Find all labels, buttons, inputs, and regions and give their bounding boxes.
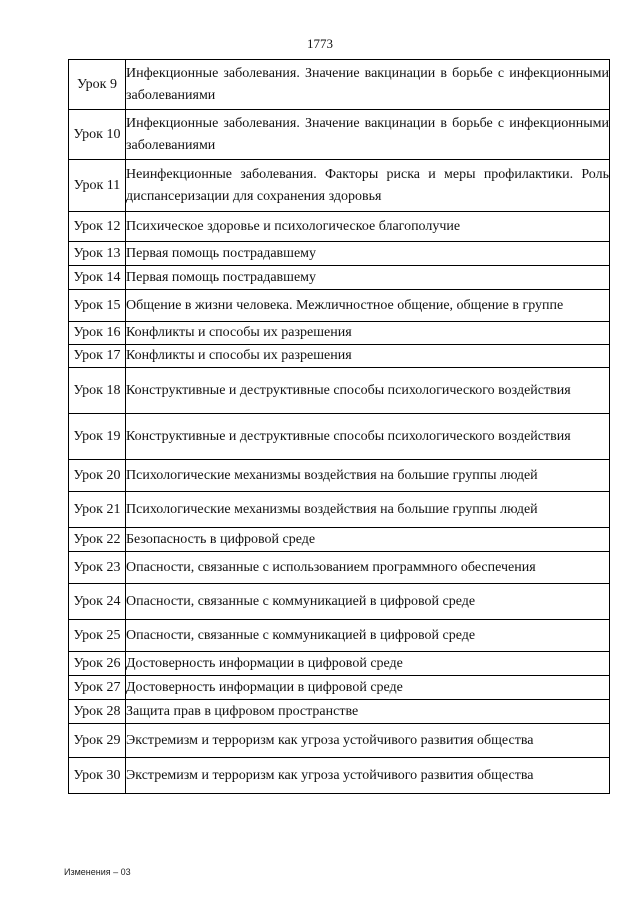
table-row bbox=[69, 676, 610, 700]
table-row bbox=[69, 620, 610, 652]
table-row bbox=[69, 652, 610, 676]
table-row bbox=[69, 345, 610, 368]
lesson-number: Урок 29 bbox=[69, 724, 126, 758]
page-number: 1773 bbox=[307, 36, 333, 51]
lesson-number: Урок 28 bbox=[69, 700, 126, 724]
table-row bbox=[69, 460, 610, 492]
table-row bbox=[69, 160, 610, 212]
table-row bbox=[69, 724, 610, 758]
lessons-table-body bbox=[69, 60, 610, 794]
lesson-number: Урок 26 bbox=[69, 652, 126, 676]
lesson-number: Урок 10 bbox=[69, 110, 126, 160]
table-row bbox=[69, 368, 610, 414]
lessons-table bbox=[68, 59, 610, 794]
table-row bbox=[69, 322, 610, 345]
lesson-number: Урок 23 bbox=[69, 552, 126, 584]
lesson-number: Урок 20 bbox=[69, 460, 126, 492]
table-row bbox=[69, 266, 610, 290]
table-row bbox=[69, 758, 610, 794]
table-row bbox=[69, 290, 610, 322]
lesson-topic: Безопасность в цифровой среде bbox=[126, 528, 610, 552]
lesson-number: Урок 25 bbox=[69, 620, 126, 652]
lesson-topic: Неинфекционные заболевания. Факторы риска и меры профилактики. Роль диспансеризации для сохранения здоровья bbox=[126, 160, 610, 212]
lesson-topic: Инфекционные заболевания. Значение вакцинации в борьбе с инфекционными заболеваниями bbox=[126, 110, 610, 160]
lesson-number: Урок 27 bbox=[69, 676, 126, 700]
lesson-topic: Достоверность информации в цифровой среде bbox=[126, 676, 610, 700]
lesson-topic: Опасности, связанные с коммуникацией в цифровой среде bbox=[126, 620, 610, 652]
table-row bbox=[69, 110, 610, 160]
lesson-topic: Экстремизм и терроризм как угроза устойчивого развития общества bbox=[126, 724, 610, 758]
table-row bbox=[69, 492, 610, 528]
lesson-topic: Психологические механизмы воздействия на большие группы людей bbox=[126, 492, 610, 528]
lesson-number: Урок 15 bbox=[69, 290, 126, 322]
lesson-topic: Конфликты и способы их разрешения bbox=[126, 322, 610, 345]
lesson-number: Урок 9 bbox=[69, 60, 126, 110]
lesson-number: Урок 24 bbox=[69, 584, 126, 620]
table-row bbox=[69, 60, 610, 110]
table-row bbox=[69, 700, 610, 724]
lesson-topic: Конфликты и способы их разрешения bbox=[126, 345, 610, 368]
lesson-topic: Первая помощь пострадавшему bbox=[126, 266, 610, 290]
lesson-topic: Опасности, связанные с использованием программного обеспечения bbox=[126, 552, 610, 584]
lesson-topic: Психологические механизмы воздействия на большие группы людей bbox=[126, 460, 610, 492]
lesson-number: Урок 18 bbox=[69, 368, 126, 414]
lesson-topic: Первая помощь пострадавшему bbox=[126, 242, 610, 266]
table-row bbox=[69, 584, 610, 620]
lesson-number: Урок 13 bbox=[69, 242, 126, 266]
lesson-topic: Конструктивные и деструктивные способы психологического воздействия bbox=[126, 368, 610, 414]
lesson-number: Урок 12 bbox=[69, 212, 126, 242]
lesson-topic: Защита прав в цифровом пространстве bbox=[126, 700, 610, 724]
lesson-number: Урок 11 bbox=[69, 160, 126, 212]
lesson-number: Урок 19 bbox=[69, 414, 126, 460]
table-row bbox=[69, 242, 610, 266]
lesson-topic: Общение в жизни человека. Межличностное общение, общение в группе bbox=[126, 290, 610, 322]
lesson-number: Урок 22 bbox=[69, 528, 126, 552]
table-row bbox=[69, 414, 610, 460]
footer-revision: Изменения – 03 bbox=[64, 867, 131, 877]
lesson-topic: Опасности, связанные с коммуникацией в цифровой среде bbox=[126, 584, 610, 620]
lesson-topic: Экстремизм и терроризм как угроза устойчивого развития общества bbox=[126, 758, 610, 794]
lesson-topic: Достоверность информации в цифровой среде bbox=[126, 652, 610, 676]
lesson-topic: Конструктивные и деструктивные способы психологического воздействия bbox=[126, 414, 610, 460]
lesson-number: Урок 14 bbox=[69, 266, 126, 290]
lesson-number: Урок 21 bbox=[69, 492, 126, 528]
table-row bbox=[69, 212, 610, 242]
lesson-number: Урок 30 bbox=[69, 758, 126, 794]
lesson-topic: Психическое здоровье и психологическое благополучие bbox=[126, 212, 610, 242]
table-row bbox=[69, 552, 610, 584]
lesson-number: Урок 16 bbox=[69, 322, 126, 345]
lesson-number: Урок 17 bbox=[69, 345, 126, 368]
lesson-topic: Инфекционные заболевания. Значение вакцинации в борьбе с инфекционными заболеваниями bbox=[126, 60, 610, 110]
table-row bbox=[69, 528, 610, 552]
